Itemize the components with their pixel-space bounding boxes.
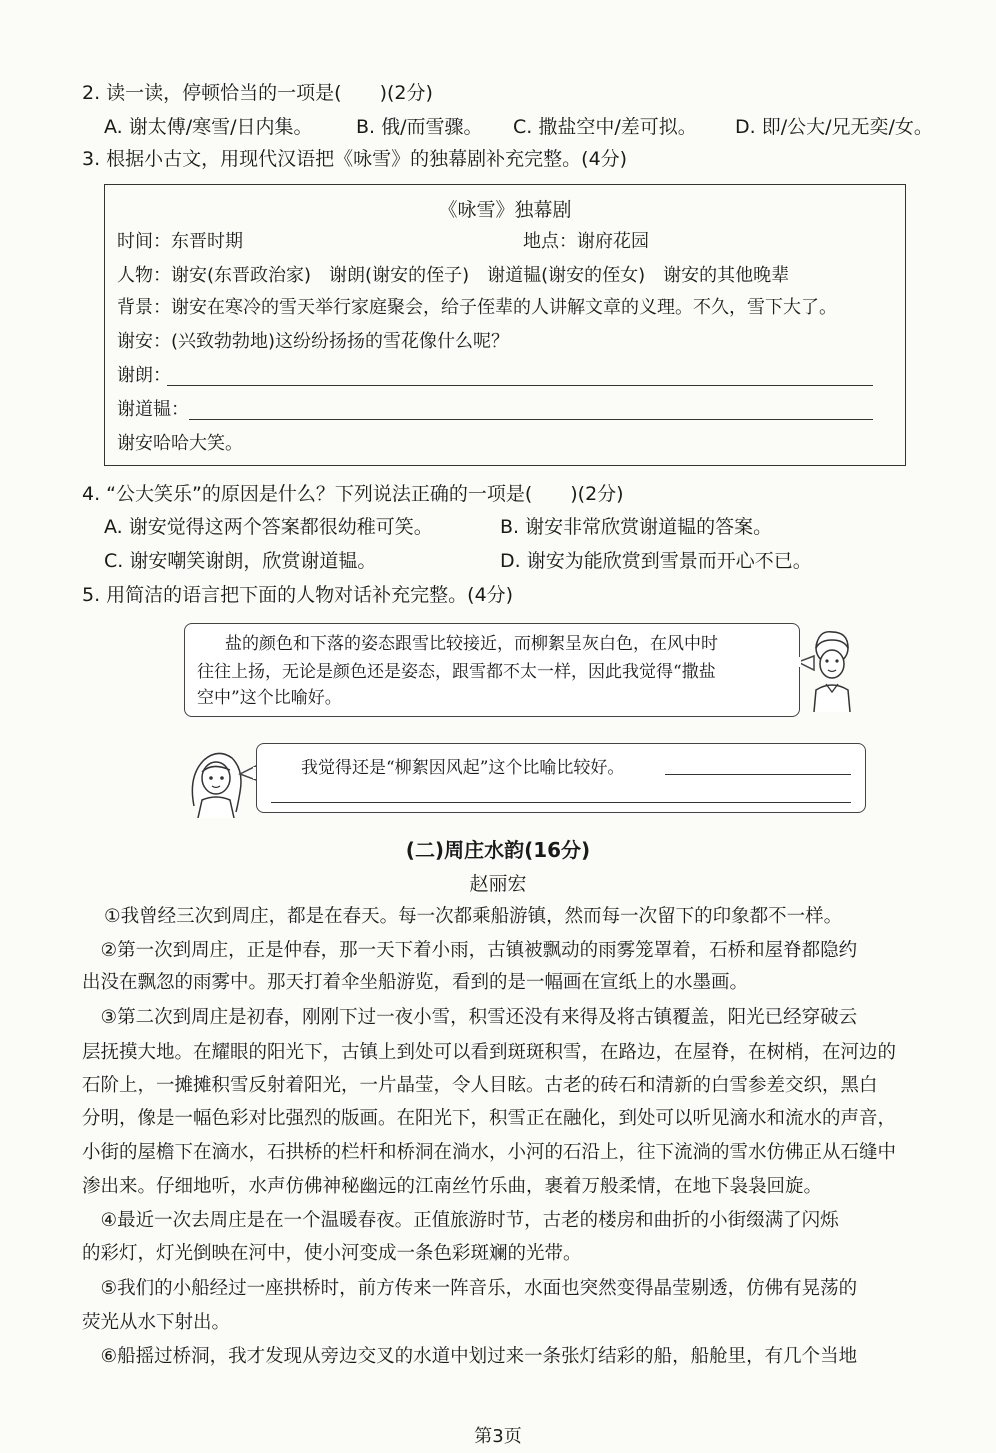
question-4-stem: 4. “公大笑乐”的原因是什么？下列说法正确的一项是( )(2分) (82, 483, 624, 505)
passage-author: 赵丽宏 (469, 873, 527, 895)
question-4-option-c[interactable]: C. 谢安嘲笑谢朗，欣赏谢道韫。 (104, 550, 377, 572)
speech-bubble-girl (256, 743, 866, 813)
boy-speech-line-3: 空中”这个比喻好。 (197, 688, 342, 708)
passage-line: 的彩灯，灯光倒映在河中，使小河变成一条色彩斑斓的光带。 (82, 1243, 582, 1264)
passage-line: ④最近一次去周庄是在一个温暖春夜。正值旅游时节，古老的楼房和曲折的小街缀满了闪烁 (82, 1210, 839, 1231)
passage-line: 石阶上，一摊摊积雪反射着阳光，一片晶莹，令人目眩。古老的砖石和清新的白雪参差交织，黑白 (82, 1075, 878, 1096)
question-5-stem: 5. 用简洁的语言把下面的人物对话补充完整。(4分) (82, 584, 514, 606)
play-title: 《咏雪》独幕剧 (438, 199, 572, 221)
question-2-option-d[interactable]: D. 即/公大/兄无奕/女。 (735, 116, 933, 138)
boy-speech-line-2: 往往上扬，无论是颜色还是姿态，跟雪都不太一样，因此我觉得“撒盐 (197, 662, 716, 682)
passage-line: ⑤我们的小船经过一座拱桥时，前方传来一阵音乐，水面也突然变得晶莹剔透，仿佛有晃荡的 (82, 1278, 858, 1299)
passage-line: 出没在飘忽的雨雾中。那天打着伞坐船游览，看到的是一幅画在宣纸上的水墨画。 (82, 972, 749, 993)
passage-line: ①我曾经三次到周庄，都是在春天。每一次都乘船游镇，然而每一次留下的印象都不一样。 (104, 906, 843, 927)
passage-line: 分明，像是一幅色彩对比强烈的版画。在阳光下，积雪正在融化，到处可以听见滴水和流水的声音， (82, 1108, 897, 1129)
boy-avatar-icon (798, 628, 854, 712)
play-xie-daoyun-label: 谢道韫： (117, 399, 189, 420)
question-4-option-d[interactable]: D. 谢安为能欣赏到雪景而开心不已。 (500, 550, 812, 572)
play-background: 背景：谢安在寒冷的雪天举行家庭聚会，给子侄辈的人讲解文章的义理。不久，雪下大了。 (117, 297, 837, 318)
girl-speech-blank-1[interactable] (665, 774, 851, 775)
question-3-stem: 3. 根据小古文，用现代汉语把《咏雪》的独幕剧补充完整。(4分) (82, 148, 628, 170)
play-script-box (104, 184, 906, 466)
question-4-option-a[interactable]: A. 谢安觉得这两个答案都很幼稚可笑。 (104, 516, 433, 538)
play-characters: 人物：谢安(东晋政治家) 谢朗(谢安的侄子) 谢道韫(谢安的侄女) 谢安的其他晚辈 (117, 265, 790, 286)
play-time: 时间：东晋时期 (117, 231, 243, 252)
passage-line: 小街的屋檐下在滴水，石拱桥的栏杆和桥洞在淌水，小河的石沿上，往下流淌的雪水仿佛正从石缝中 (82, 1142, 897, 1163)
speech-bubble-boy (184, 623, 800, 717)
passage-line: 荧光从水下射出。 (82, 1312, 231, 1333)
girl-speech-blank-2[interactable] (271, 802, 851, 803)
play-xie-an-line: 谢安：(兴致勃勃地)这纷纷扬扬的雪花像什么呢？ (117, 331, 510, 352)
question-2-option-c[interactable]: C. 撒盐空中/差可拟。 (513, 116, 697, 138)
girl-speech-text: 我觉得还是“柳絮因风起”这个比喻比较好。 (301, 758, 625, 778)
question-2-stem: 2. 读一读，停顿恰当的一项是( )(2分) (82, 82, 433, 104)
passage-line: ②第一次到周庄，正是仲春，那一天下着小雨，古镇被飘动的雨雾笼罩着，石桥和屋脊都隐约 (82, 940, 858, 961)
passage-line: 层抚摸大地。在耀眼的阳光下，古镇上到处可以看到斑斑积雪，在路边，在屋脊，在树梢，在河边的 (82, 1042, 897, 1063)
passage-line: ⑥船摇过桥洞，我才发现从旁边交叉的水道中划过来一条张灯结彩的船，船舱里，有几个当地 (82, 1346, 858, 1367)
xie-lang-answer-blank[interactable] (167, 385, 873, 386)
question-4-option-b[interactable]: B. 谢安非常欣赏谢道韫的答案。 (500, 516, 773, 538)
passage-title: (二)周庄水韵(16分) (405, 838, 591, 862)
passage-line: 渗出来。仔细地听，水声仿佛神秘幽远的江南丝竹乐曲，裹着万般柔情，在地下袅袅回旋。 (82, 1176, 823, 1197)
question-2-option-a[interactable]: A. 谢太傅/寒雪/日内集。 (104, 116, 313, 138)
page-number: 第3页 (474, 1426, 522, 1447)
play-ending: 谢安哈哈大笑。 (117, 433, 243, 454)
boy-speech-line-1: 盐的颜色和下落的姿态跟雪比较接近，而柳絮呈灰白色，在风中时 (225, 634, 718, 654)
question-2-option-b[interactable]: B. 俄/而雪骤。 (356, 116, 483, 138)
play-place: 地点：谢府花园 (523, 231, 649, 252)
passage-line: ③第二次到周庄是初春，刚刚下过一夜小雪，积雪还没有来得及将古镇覆盖，阳光已经穿破云 (82, 1007, 858, 1028)
xie-daoyun-answer-blank[interactable] (189, 419, 873, 420)
girl-avatar-icon (184, 746, 256, 818)
play-xie-lang-label: 谢朗： (117, 365, 171, 386)
